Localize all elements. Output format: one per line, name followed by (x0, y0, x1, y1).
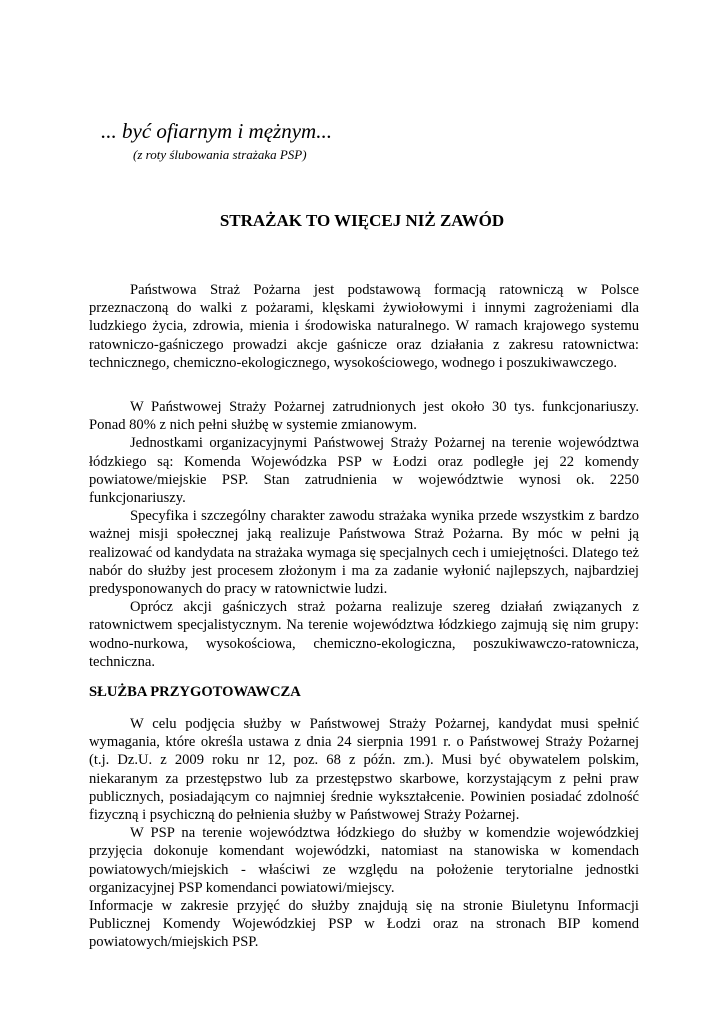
paragraph-rescue-groups: Oprócz akcji gaśniczych straż pożarna realizuje szereg działań związanych z ratownictwem specjalistycznym. Na terenie województwa łódzkiego zajmują się nim grupy: wodno-nurkowa, wysokościowa, chemiczno-ekologiczna, poszukiwawczo-ratownicza, techniczna. (89, 599, 639, 670)
intro-paragraph: Państwowa Straż Pożarna jest podstawową formacją ratowniczą w Polsce przeznaczoną do walki z pożarami, klęskami żywiołowymi i innymi zagrożeniami dla ludzkiego życia, zdrowia, mienia i środowiska naturalnego. W ramach krajowego systemu ratowniczo-gaśniczego prowadzi akcje gaśnicze oraz działania z zakresu ratownictwa: technicznego, chemiczno-ekologicznego, wysokościowego, wodnego i poszukiwawczego. (89, 282, 639, 371)
motto: ... być ofiarnym i mężnym... (101, 119, 332, 143)
paragraph-mission: Specyfika i szczególny charakter zawodu strażaka wynika przede wszystkim z bardzo ważnej misji społecznej jaką realizuje Państwowa Straż Pożarna. By móc w pełni ją realizować od kandydata na strażaka wymaga się specjalnych cech i umiejętności. Dlatego też nabór do służby jest procesem złożonym i ma za zadanie wyłonić najlepszych, najbardziej predysponowanych do pracy w ratownictwie ludzi. (89, 508, 639, 598)
paragraph-units: Jednostkami organizacyjnymi Państwowej Straży Pożarnej na terenie województwa łódzkiego są: Komenda Wojewódzka PSP w Łodzi oraz podległe jej 22 komendy powiatowe/miejskie PSP. Stan zatrudnienia w województwie wynosi ok. 2250 funkcjonariuszy. (89, 435, 639, 507)
paragraph-admission: W PSP na terenie województwa łódzkiego do służby w komendzie wojewódzkiej przyjęcia dokonuje komendant wojewódzki, natomiast na stanowiska w komendach powiatowych/miejskich - właściwi ze względu na położenie terytorialne jednostki organizacyjnej PSP komendanci powiatowi/miejscy. (89, 825, 639, 896)
paragraph-requirements: W celu podjęcia służby w Państwowej Straży Pożarnej, kandydat musi spełnić wymagania, które określa ustawa z dnia 24 sierpnia 1991 r. o Państwowej Straży Pożarnej (t.j. Dz.U. z 2009 roku nr 12, poz. 68 z późn. zm.). Musi być obywatelem polskim, niekaranym za przestępstwo lub za przestępstwo skarbowe, korzystającym z pełni praw publicznych, posiadającym co najmniej średnie wykształcenie. Powinien posiadać zdolność fizyczną i psychiczną do pełnienia służby w Państwowej Straży Pożarnej. (89, 716, 639, 824)
section-heading: SŁUŻBA PRZYGOTOWAWCZA (89, 684, 301, 700)
page-title: STRAŻAK TO WIĘCEJ NIŻ ZAWÓD (219, 211, 505, 230)
intro-block (89, 281, 639, 372)
motto-source: (z roty ślubowania strażaka PSP) (133, 147, 307, 162)
paragraph-info-note: Informacje w zakresie przyjęć do służby znajdują się na stronie Biuletynu Informacji Publicznej Komendy Wojewódzkiej PSP w Łodzi oraz na stronach BIP komend powiatowych/miejskich PSP. (89, 898, 639, 951)
paragraph-employment: W Państwowej Straży Pożarnej zatrudnionych jest około 30 tys. funkcjonariuszy. Ponad 80% z nich pełni służbę w systemie zmianowym. (89, 399, 639, 434)
body-block (89, 398, 639, 671)
section-block (89, 715, 639, 952)
